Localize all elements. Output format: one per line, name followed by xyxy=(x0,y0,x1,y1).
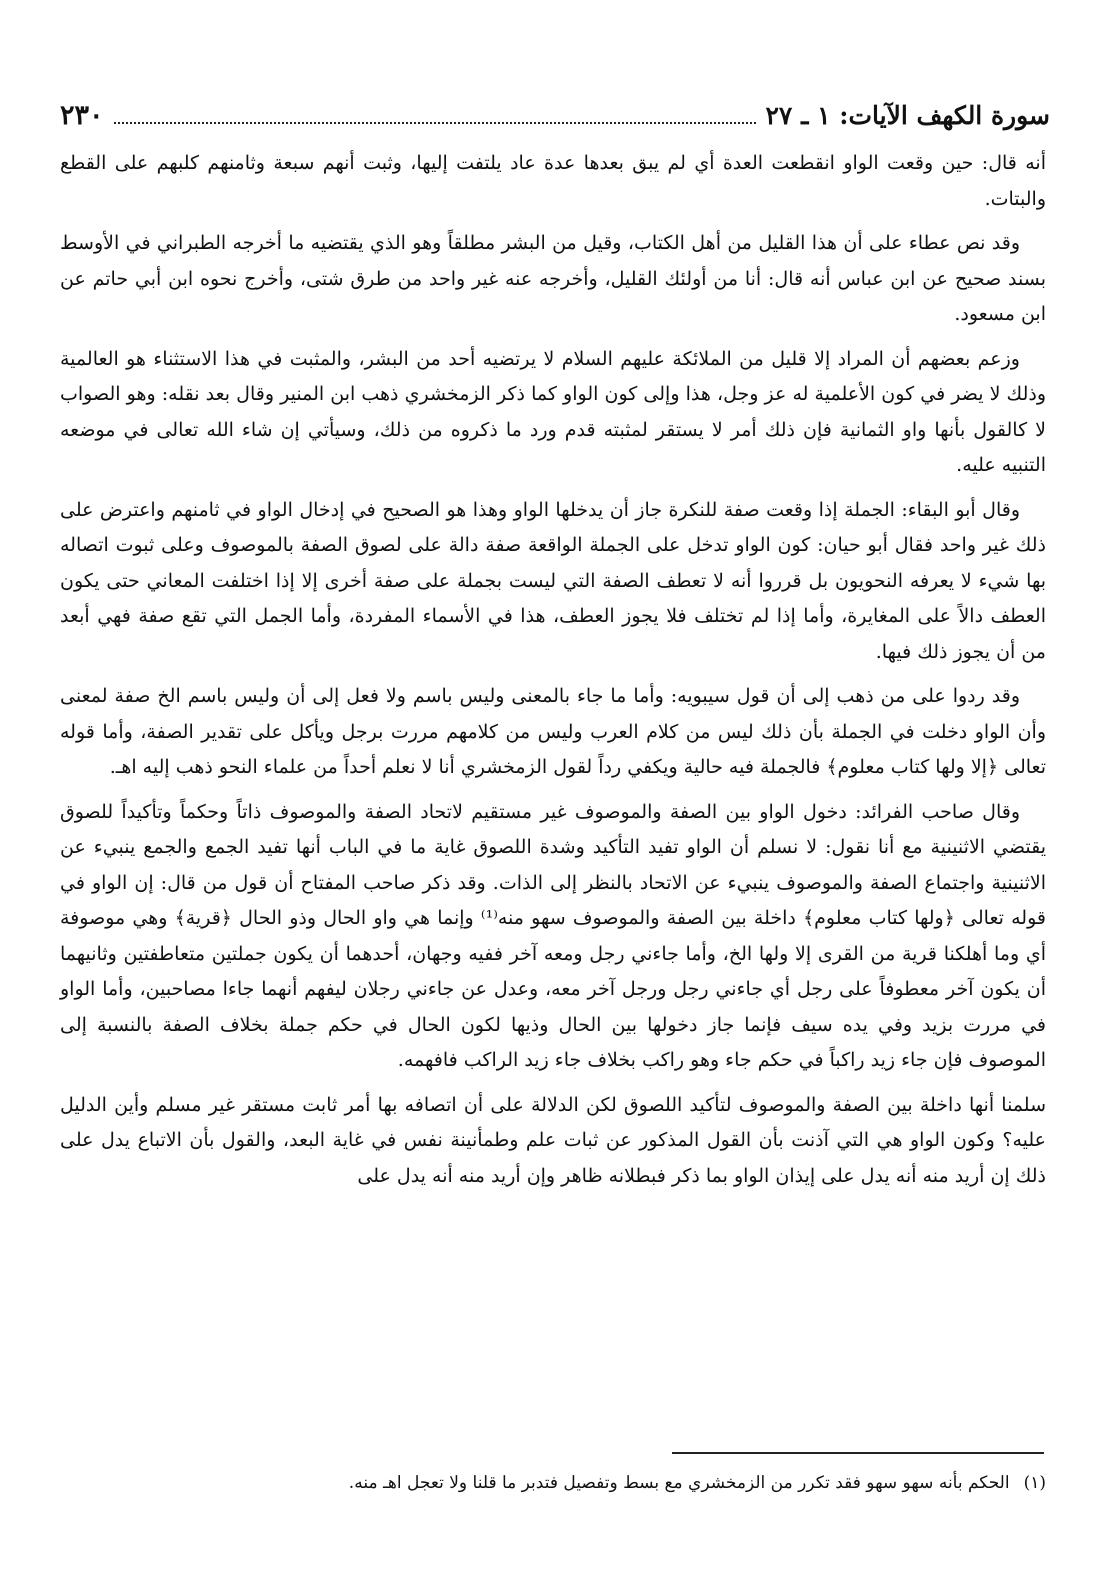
running-header xyxy=(60,92,1050,132)
paragraph-2: وقد نص عطاء على أن هذا القليل من أهل الكتاب، وقيل من البشر مطلقاً وهو الذي يقتضيه ما أخرجه الطبراني في الأوسط بسند صحيح عن ابن عباس أنه قال: أنا من أولئك القليل، وأخرجه عنه غير واحد من طرق شتى، وأخرج نحوه ابن أبي حاتم عن ابن مسعود. xyxy=(60,232,1046,325)
header-dot-leader xyxy=(114,122,756,124)
page-number: ٢٣٠ xyxy=(60,100,104,131)
body-text xyxy=(60,146,1046,1203)
footnote xyxy=(60,1470,1046,1496)
paragraph-7: سلمنا أنها داخلة بين الصفة والموصوف لتأكيد اللصوق لكن الدلالة على أن اتصافه بها أمر ثابت مستقر غير مسلم وأين الدليل عليه؟ وكون الواو هي التي آذنت بأن القول المذكور عن ثبات علم وطمأنينة نفس في غاية البعد، والقول بأن الاتباع يدل على ذلك إن أريد منه أنه يدل على إيذان الواو بما ذكر فبطلانه ظاهر وإن أريد منه أنه يدل على xyxy=(60,1093,1047,1187)
paragraph-6: وقال صاحب الفرائد: دخول الواو بين الصفة والموصوف غير مستقيم لاتحاد الصفة والموصوف ذاتاً وحكماً وتأكيداً للصوق يقتضي الاثنينية مع أنا نقول: لا نسلم أن الواو تفيد التأكيد وشدة اللصوق غاية ما في الباب أنها تفيد الجمع والجمع ينبيء عن الاثنينية واجتماع الصفة والموصوف ينبيء عن الاتحاد بالنظر إلى الذات. وقد ذكر صاحب المفتاح أن قول من قال: إن الواو في قوله تعالى ﴿ولها كتاب معلوم﴾ داخلة بين الصفة والموصوف سهو منه⁽¹⁾ وإنما هي واو الحال وذو الحال ﴿قرية﴾ وهي موصوفة أي وما أهلكنا قرية من القرى إلا ولها الخ، وأما جاءني رجل ومعه آخر ففيه وجهان، أحدهما أن يكون جملتين متعاطفتين وثانيهما أن يكون آخر معطوفاً على رجل أي جاءني رجل ورجل آخر معه، وعدل عن جاءني رجلان ليفهم أنهما جاءا مصاحبين، وأما الواو في مررت بزيد وفي يده سيف فإنما جاز دخولها بين الحال وذيها لكون الحال في حكم جملة بخلاف الصفة بالنسبة إلى الموصوف فإن جاء زيد راكباً في حكم جاء وهو راكب بخلاف جاء زيد الراكب فافهمه. xyxy=(60,800,1046,1071)
footnote-separator xyxy=(672,1452,1044,1454)
paragraph-4: وقال أبو البقاء: الجملة إذا وقعت صفة للنكرة جاز أن يدخلها الواو وهذا هو الصحيح في إدخال الواو في ثامنهم واعترض على ذلك غير واحد فقال أبو حيان: كون الواو تدخل على الجملة الواقعة صفة دالة على لصوق الصفة بالموصوف وعلى ثبوت اتصاله بها شيء لا يعرفه النحويون بل قرروا أنه لا تعطف الصفة التي ليست بجملة على صفة أخرى إلا إذا اختلفت المعاني حتى يكون العطف دالاً على المغايرة، وأما إذا لم تختلف فلا يجوز العطف، هذا في الأسماء المفردة، وأما الجمل التي تقع صفة فهي أبعد من أن يجوز ذلك فيها. xyxy=(60,498,1046,663)
footnote-number: (١) xyxy=(1023,1473,1046,1493)
paragraph-1: أنه قال: حين وقعت الواو انقطعت العدة أي لم يبق بعدها عدة عاد يلتفت إليها، وثبت أنهم سبعة وثامنهم كلبهم على القطع والبتات. xyxy=(60,152,1046,210)
paragraph-5: وقد ردوا على من ذهب إلى أن قول سيبويه: وأما ما جاء بالمعنى وليس باسم ولا فعل إلى أن وليس باسم الخ صفة لمعنى وأن الواو دخلت في الجملة بأن ذلك ليس من كلام العرب وليس من كلامهم مررت برجل ويأكل على تقدير الصفة، وأما قوله تعالى ﴿إلا ولها كتاب معلوم﴾ فالجملة فيه حالية ويكفي رداً لقول الزمخشري أنا لا نعلم أحداً من علماء النحو ذهب إليه اهـ. xyxy=(60,685,1046,778)
paragraph-3: وزعم بعضهم أن المراد إلا قليل من الملائكة عليهم السلام لا يرتضيه أحد من البشر، والمثبت في هذا الاستثناء هو العالمية وذلك لا يضر في كون الأعلمية له عز وجل، هذا وإلى كون الواو كما ذكر الزمخشري ذهب ابن المنير وقال بعد نقله: وهو الصواب لا كالقول بأنها واو الثمانية فإن ذلك أمر لا يستقر لمثبته قدم ورد ما ذكروه من ذلك، وسيأتي إن شاء الله تعالى في موضعه التنبيه عليه. xyxy=(60,347,1046,476)
footnote-text: الحكم بأنه سهو سهو فقد تكرر من الزمخشري مع بسط وتفصيل فتدبر ما قلنا ولا تعجل اهـ منه. xyxy=(348,1473,1010,1493)
header-title: سورة الكهف الآيات: ١ ـ ٢٧ xyxy=(765,101,1050,130)
